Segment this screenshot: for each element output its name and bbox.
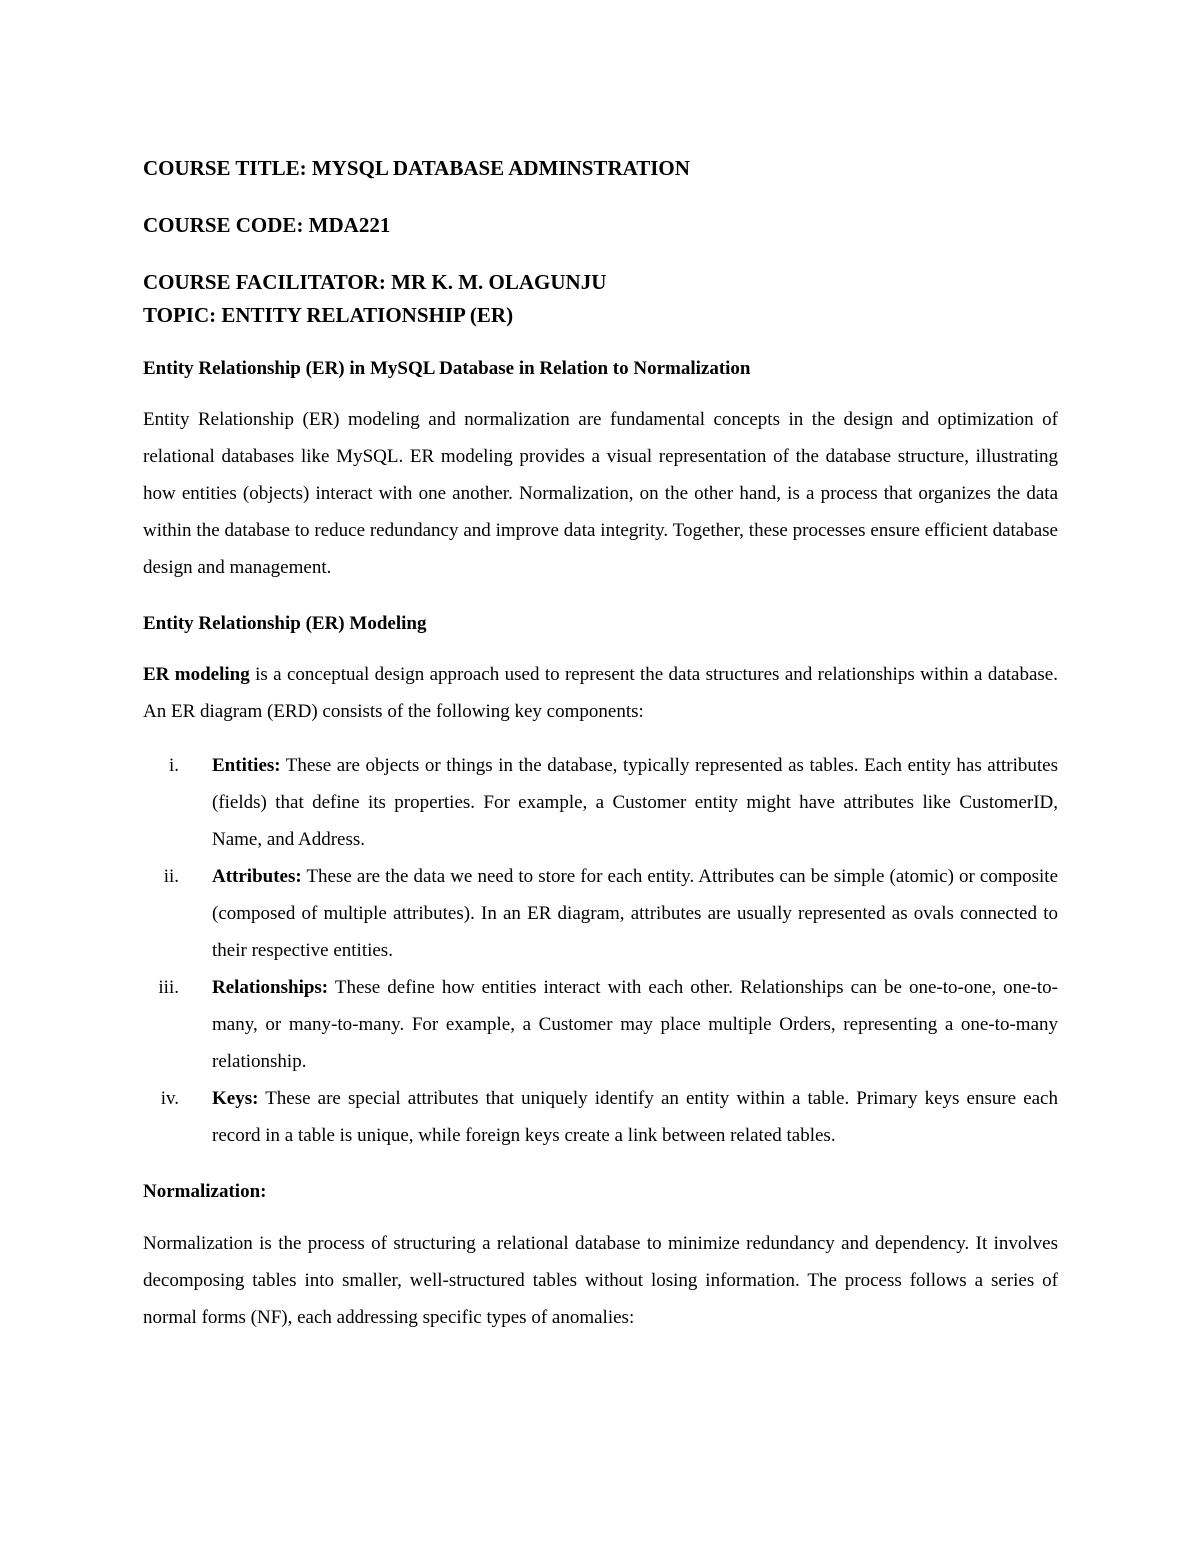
section-heading-normalization: Normalization: [143, 1181, 267, 1202]
list-item-number: i. [168, 755, 179, 776]
course-title: COURSE TITLE: MYSQL DATABASE ADMINSTRATION [143, 156, 690, 180]
section-heading-er-normalization: Entity Relationship (ER) in MySQL Database in Relation to Normalization [143, 358, 751, 379]
list-item [143, 1080, 1058, 1154]
list-item-term: Relationships: [212, 977, 329, 998]
list-item-text: These are special attributes that uniquely identify an entity within a table. Primary keys ensure each record in a table is unique, while foreign keys create a link between related tables. [212, 1088, 1058, 1146]
list-item-number: ii. [163, 866, 179, 887]
course-facilitator: COURSE FACILITATOR: MR K. M. OLAGUNJU [143, 270, 607, 294]
topic-title: TOPIC: ENTITY RELATIONSHIP (ER) [143, 303, 514, 327]
er-components-list [143, 747, 1058, 1154]
list-item-number: iv. [160, 1088, 179, 1109]
list-item-text: These define how entities interact with each other. Relationships can be one-to-one, one-to-many, or many-to-many. For example, a Customer may place multiple Orders, representing a one-to-many relationship. [212, 977, 1058, 1072]
list-item [143, 858, 1058, 969]
list-item-number: iii. [158, 977, 179, 998]
section-heading-er-modeling: Entity Relationship (ER) Modeling [143, 613, 427, 634]
er-modeling-bold-term: ER modeling [143, 664, 250, 685]
er-modeling-paragraph [143, 656, 1058, 730]
list-item-term: Keys: [212, 1088, 259, 1109]
list-item-term: Entities: [212, 755, 281, 776]
list-item-text: These are objects or things in the database, typically represented as tables. Each entity has attributes (fields) that define its properties. For example, a Customer entity might have attributes like CustomerID, Name, and Address. [212, 755, 1058, 850]
intro-paragraph: Entity Relationship (ER) modeling and normalization are fundamental concepts in the design and optimization of relational databases like MySQL. ER modeling provides a visual representation of the database structure, illustrating how entities (objects) interact with one another. Normalization, on the other hand, is a process that organizes the data within the database to reduce redundancy and improve data integrity. Together, these processes ensure efficient database design and management. [143, 409, 1058, 578]
course-code: COURSE CODE: MDA221 [143, 213, 391, 237]
normalization-paragraph: Normalization is the process of structuring a relational database to minimize redundancy and dependency. It involves decomposing tables into smaller, well-structured tables without losing information. The process follows a series of normal forms (NF), each addressing specific types of anomalies: [143, 1233, 1058, 1328]
list-item-term: Attributes: [212, 866, 302, 887]
list-item [143, 747, 1058, 858]
list-item [143, 969, 1058, 1080]
list-item-text: These are the data we need to store for each entity. Attributes can be simple (atomic) or composite (composed of multiple attributes). In an ER diagram, attributes are usually represented as ovals connected to their respective entities. [212, 866, 1058, 961]
er-modeling-text: is a conceptual design approach used to represent the data structures and relationships within a database. An ER diagram (ERD) consists of the following key components: [143, 664, 1058, 722]
